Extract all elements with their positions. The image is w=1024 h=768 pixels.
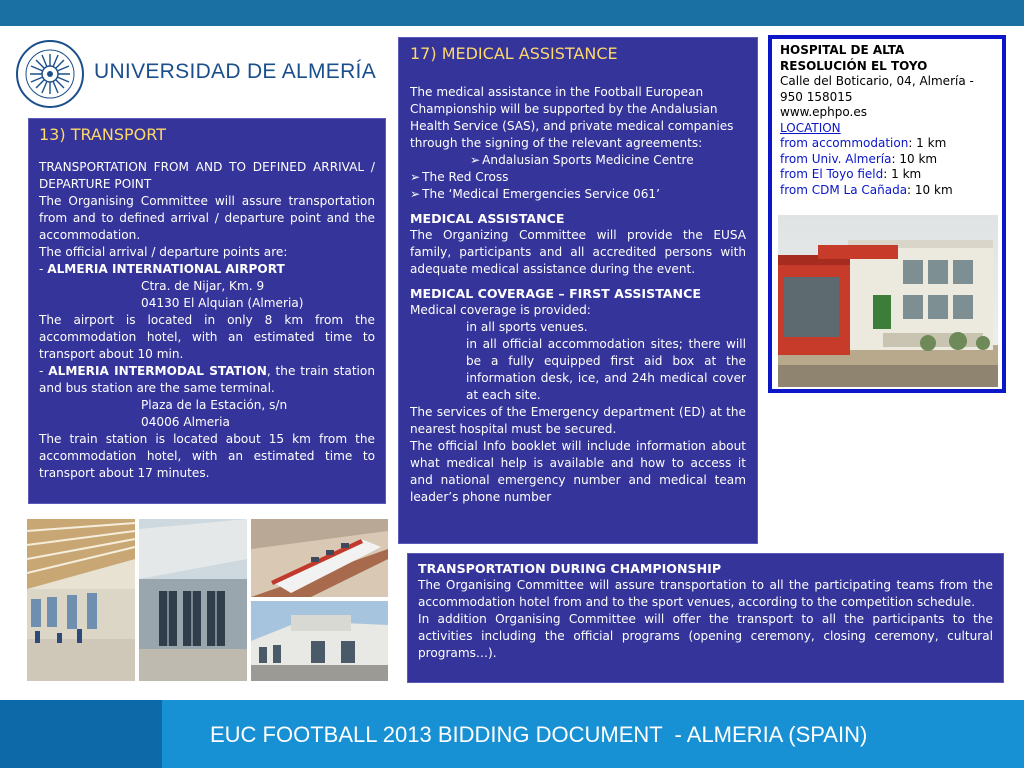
distance-value: : 1 km bbox=[908, 136, 947, 150]
hospital-photo bbox=[778, 215, 998, 387]
airport-address-1: Ctra. de Nijar, Km. 9 bbox=[141, 279, 265, 293]
arrow-bullet-icon: ➢ bbox=[410, 187, 421, 201]
distance-row bbox=[780, 167, 994, 183]
transport-during-p2: In addition Organising Committee will offer the transport to all the participants to the activities including the official programs (opening ceremony, closing ceremony, cultural programs…). bbox=[418, 612, 993, 660]
distance-value: : 10 km bbox=[907, 182, 953, 197]
agreement-label: The ‘Medical Emergencies Service 061’ bbox=[422, 187, 660, 201]
station-line bbox=[39, 363, 375, 397]
medical-intro: The medical assistance in the Football European Championship will be supported by the Andalusian Health Service (SAS), and private medical companies through the signing of the relevant agreements: bbox=[410, 85, 734, 150]
transport-panel bbox=[28, 118, 386, 504]
university-name: UNIVERSIDAD DE ALMERÍA bbox=[94, 60, 376, 83]
agreement-item bbox=[410, 152, 746, 169]
footer-accent bbox=[0, 700, 162, 768]
distance-row bbox=[780, 183, 994, 199]
transport-subtitle: TRANSPORTATION FROM AND TO DEFINED ARRIVAL / DEPARTURE POINT bbox=[39, 160, 375, 191]
airport-name: ALMERIA INTERNATIONAL AIRPORT bbox=[47, 262, 285, 276]
airport-note: The airport is located in only 8 km from the accommodation hotel, with an estimated time to transport about 10 min. bbox=[39, 313, 375, 361]
hospital-address: Calle del Boticario, 04, Almería - 950 158015 bbox=[780, 74, 974, 104]
transport-during-title: TRANSPORTATION DURING CHAMPIONSHIP bbox=[418, 561, 722, 576]
coverage-item: in all sports venues. bbox=[466, 320, 588, 334]
coverage-item: in all official accommodation sites; there will be a fully equipped first aid box at the information desk, ice, and 24h medical cover at each site. bbox=[466, 337, 746, 402]
emergency-department-text: The services of the Emergency department (ED) at the nearest hospital must be secured. bbox=[410, 405, 746, 436]
transport-paragraph: The Organising Committee will assure transportation from and to defined arrival / departure point and the accommodation. bbox=[39, 194, 375, 242]
medical-coverage-intro: Medical coverage is provided: bbox=[410, 303, 591, 317]
distance-label: from CDM La Cañada bbox=[780, 182, 908, 197]
hospital-web: www.ephpo.es bbox=[780, 105, 867, 119]
arrow-bullet-icon: ➢ bbox=[410, 170, 421, 184]
transport-points-intro: The official arrival / departure points are: bbox=[39, 245, 288, 259]
distance-value: : 10 km bbox=[891, 151, 938, 166]
airport-line bbox=[39, 261, 375, 278]
airport-prefix: - bbox=[39, 262, 48, 276]
medical-panel bbox=[398, 37, 758, 544]
station-entrance-photo bbox=[139, 519, 247, 681]
station-description: , the train station and bus station are the same terminal. bbox=[39, 364, 375, 395]
distance-label: from El Toyo field bbox=[780, 167, 884, 181]
medical-coverage-heading: MEDICAL COVERAGE – FIRST ASSISTANCE bbox=[410, 286, 701, 301]
agreement-item bbox=[410, 169, 746, 186]
university-logo bbox=[14, 38, 376, 113]
station-address-2: 04006 Almeria bbox=[141, 415, 230, 429]
distance-value: : 1 km bbox=[883, 167, 922, 181]
hospital-name: HOSPITAL DE ALTA RESOLUCIÓN EL TOYO bbox=[780, 43, 928, 73]
top-bar bbox=[0, 0, 1024, 26]
bus-station-photo bbox=[251, 601, 388, 681]
distance-label: from Univ. Almería bbox=[780, 151, 892, 166]
medical-assistance-text: The Organizing Committee will provide the EUSA family, participants and all accredited persons with adequate medical assistance during the event. bbox=[410, 228, 746, 276]
agreement-label: The Red Cross bbox=[422, 170, 509, 184]
university-seal-icon bbox=[14, 38, 86, 110]
agreement-item bbox=[410, 186, 746, 203]
info-booklet-text: The official Info booklet will include information about what medical help is available and how to access it and national emergency number and medical team leader’s phone number bbox=[410, 439, 746, 504]
station-note: The train station is located about 15 km from the accommodation hotel, with an estimated time to transport about 17 minutes. bbox=[39, 432, 375, 480]
distance-label: from accommodation bbox=[780, 136, 909, 150]
medical-assistance-heading: MEDICAL ASSISTANCE bbox=[410, 211, 565, 226]
agreement-label: Andalusian Sports Medicine Centre bbox=[482, 153, 694, 167]
transport-during-p1: The Organising Committee will assure transportation to all the participating teams from the accommodation hotel from and to the sport venues, according to the competition schedule. bbox=[418, 578, 993, 609]
location-link[interactable]: LOCATION bbox=[780, 120, 841, 135]
hospital-box bbox=[768, 35, 1006, 393]
footer-bar bbox=[0, 700, 1024, 768]
medical-title: 17) MEDICAL ASSISTANCE bbox=[410, 44, 618, 63]
transport-during-panel bbox=[407, 553, 1004, 683]
transport-title: 13) TRANSPORT bbox=[39, 125, 166, 144]
distance-row bbox=[780, 152, 994, 168]
station-name: ALMERIA INTERMODAL STATION bbox=[48, 364, 267, 378]
station-prefix: - bbox=[39, 364, 49, 378]
airport-address-2: 04130 El Alquian (Almeria) bbox=[141, 296, 304, 310]
arrow-bullet-icon: ➢ bbox=[470, 153, 481, 167]
station-address-1: Plaza de la Estación, s/n bbox=[141, 398, 288, 412]
footer-title: EUC FOOTBALL 2013 BIDDING DOCUMENT - ALMERIA (SPAIN) bbox=[210, 722, 868, 747]
distance-row bbox=[780, 136, 994, 152]
airport-terminal-photo bbox=[27, 519, 135, 681]
train-photo bbox=[251, 519, 388, 597]
